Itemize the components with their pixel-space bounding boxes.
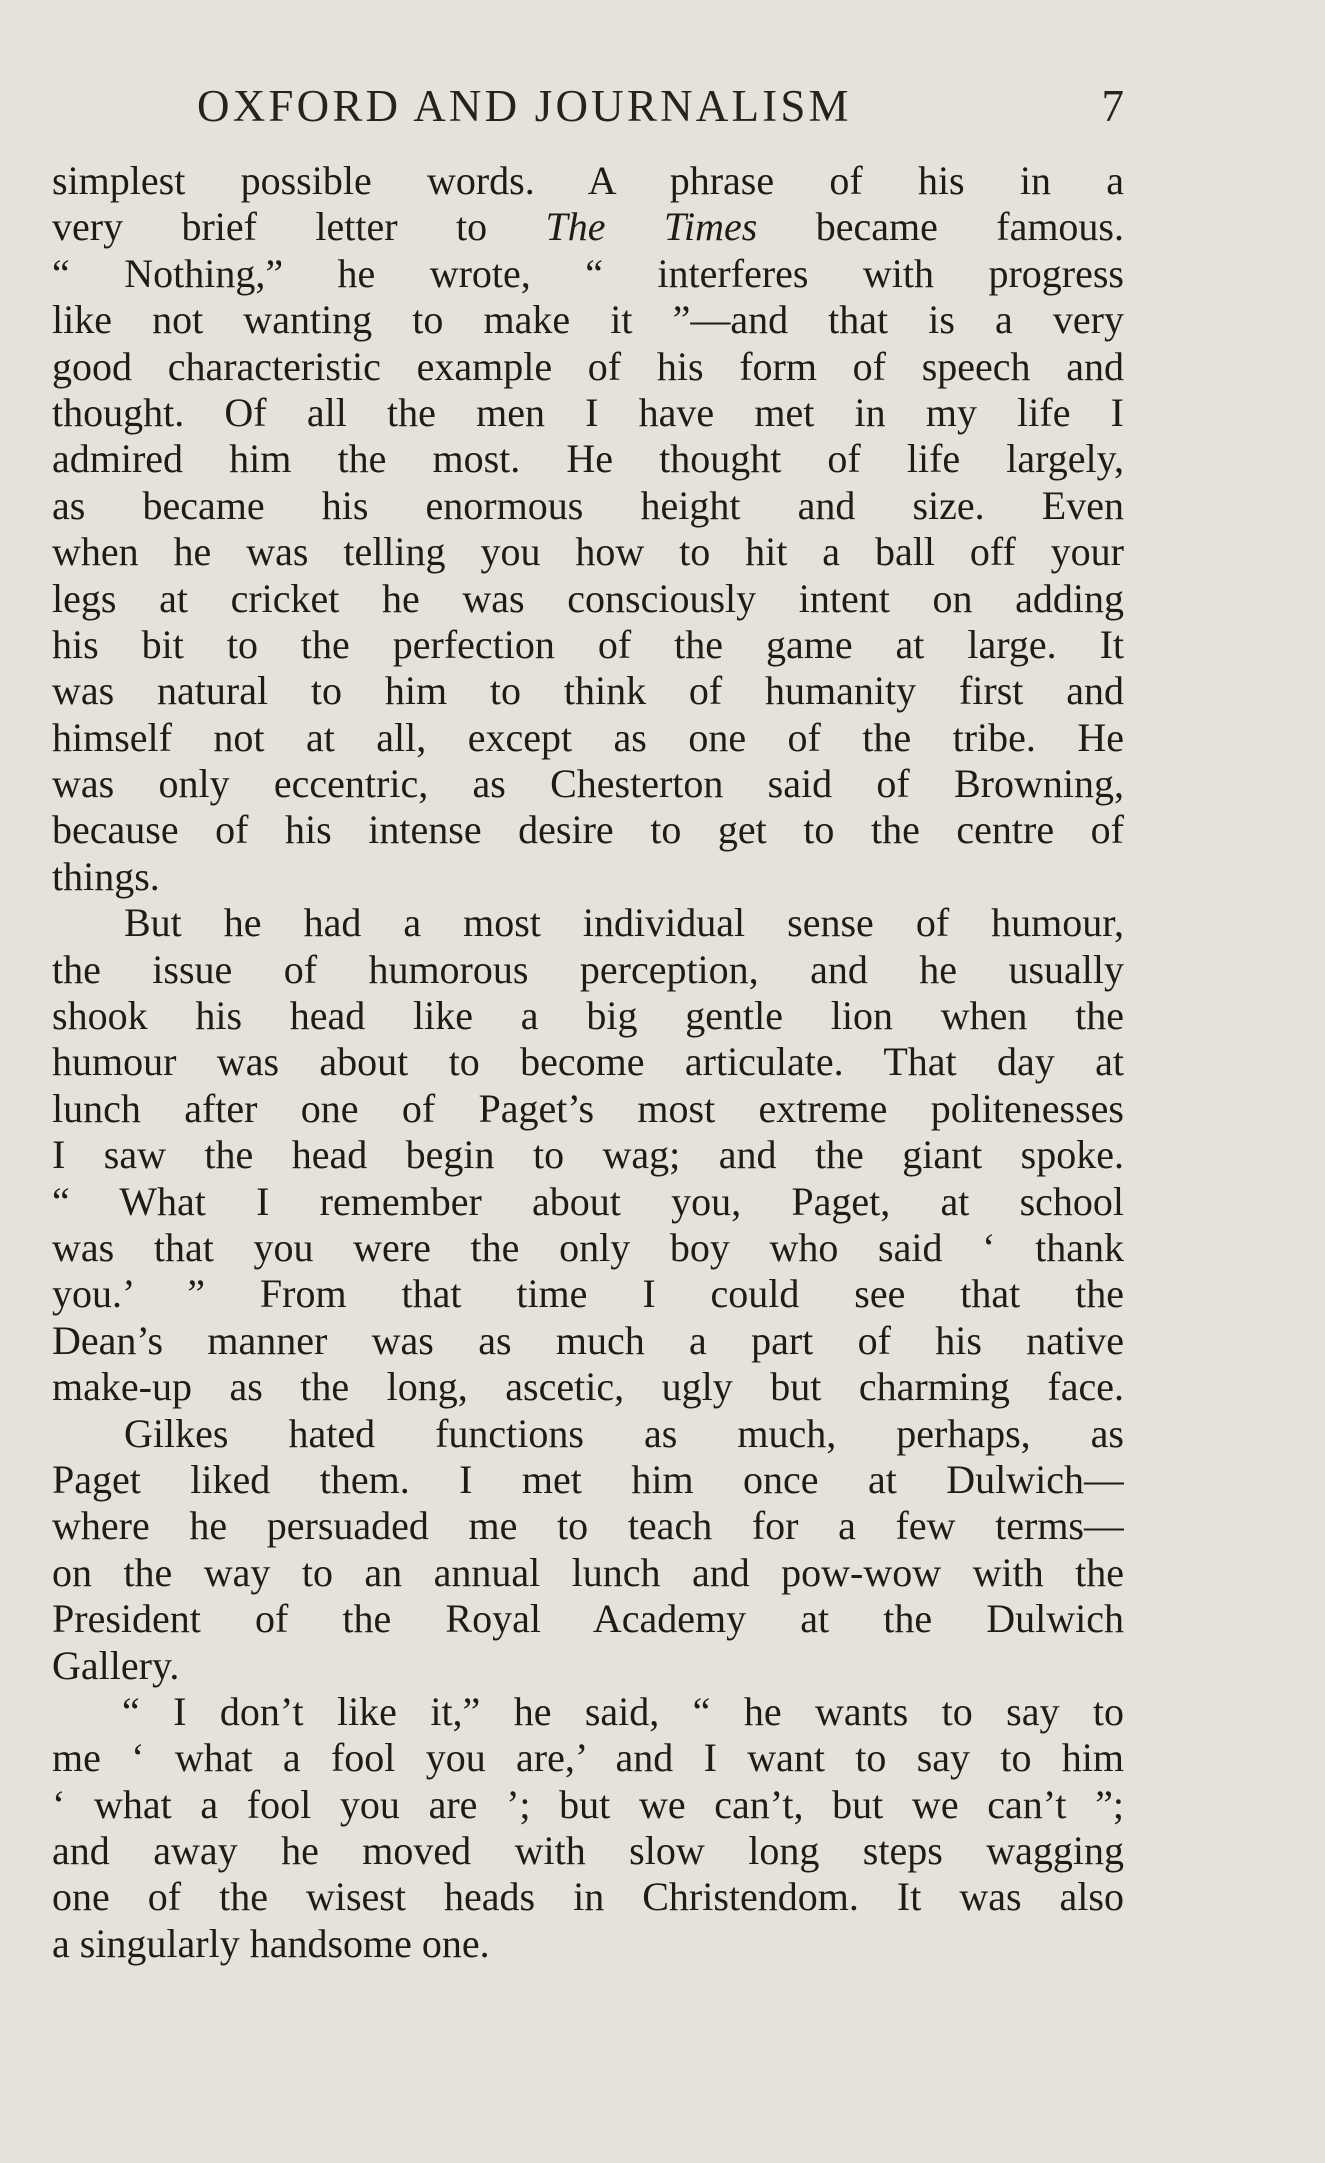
text-line bbox=[52, 204, 1124, 250]
text-line: ‘ what a fool you are ’; but we can’t, but we can’t ”; bbox=[52, 1781, 1124, 1827]
text-line: one of the wisest heads in Christendom. It was also bbox=[52, 1874, 1124, 1920]
italic-title: The Times bbox=[545, 204, 758, 250]
text-line: “ Nothing,” he wrote, “ interferes with progress bbox=[52, 250, 1124, 296]
text-line: I saw the head begin to wag; and the giant spoke. bbox=[52, 1132, 1124, 1178]
text-line: when he was telling you how to hit a ball off your bbox=[52, 529, 1124, 575]
page-number: 7 bbox=[1101, 81, 1124, 131]
text-line: where he persuaded me to teach for a few terms— bbox=[52, 1503, 1124, 1549]
text-line: as became his enormous height and size. Even bbox=[52, 482, 1124, 528]
text-line: “ What I remember about you, Paget, at school bbox=[52, 1178, 1124, 1224]
text-line: lunch after one of Paget’s most extreme politenesses bbox=[52, 1085, 1124, 1131]
text-line: Dean’s manner was as much a part of his native bbox=[52, 1317, 1124, 1363]
text-line: simplest possible words. A phrase of his in a bbox=[52, 158, 1124, 203]
text-line: shook his head like a big gentle lion when the bbox=[52, 993, 1124, 1039]
text-line: me ‘ what a fool you are,’ and I want to say to him bbox=[52, 1735, 1124, 1781]
text-line: himself not at all, except as one of the tribe. He bbox=[52, 714, 1124, 760]
text-line: on the way to an annual lunch and pow-wow with the bbox=[52, 1549, 1124, 1595]
text-segment: very brief letter to bbox=[52, 204, 546, 250]
text-line: things. bbox=[52, 853, 160, 899]
text-line: his bit to the perfection of the game at large. It bbox=[52, 621, 1124, 667]
text-line: you.’ ” From that time I could see that the bbox=[52, 1271, 1124, 1317]
running-head bbox=[52, 78, 1124, 134]
text-line: President of the Royal Academy at the Dulwich bbox=[52, 1596, 1124, 1642]
text-segment: became famous. bbox=[757, 204, 1124, 250]
text-line: and away he moved with slow long steps wagging bbox=[52, 1828, 1124, 1874]
text-line: thought. Of all the men I have met in my life I bbox=[52, 389, 1124, 435]
text-line: a singularly handsome one. bbox=[52, 1920, 490, 1966]
text-line: was natural to him to think of humanity first and bbox=[52, 668, 1124, 714]
body-text bbox=[52, 158, 1124, 1967]
text-line: Gilkes hated functions as much, perhaps, as bbox=[124, 1410, 1124, 1456]
text-line: because of his intense desire to get to the centre of bbox=[52, 807, 1124, 853]
text-line: like not wanting to make it ”—and that is a very bbox=[52, 297, 1124, 343]
running-title: OXFORD AND JOURNALISM bbox=[197, 81, 852, 131]
text-line: “ I don’t like it,” he said, “ he wants to say to bbox=[122, 1688, 1124, 1734]
text-line: was only eccentric, as Chesterton said of Browning, bbox=[52, 761, 1124, 807]
text-line: humour was about to become articulate. That day at bbox=[52, 1039, 1124, 1085]
text-line: admired him the most. He thought of life largely, bbox=[52, 436, 1124, 482]
text-line: the issue of humorous perception, and he usually bbox=[52, 946, 1124, 992]
text-line: But he had a most individual sense of humour, bbox=[124, 900, 1124, 946]
text-line: was that you were the only boy who said ‘ thank bbox=[52, 1224, 1124, 1270]
text-line: legs at cricket he was consciously intent on adding bbox=[52, 575, 1124, 621]
text-line: make-up as the long, ascetic, ugly but charming face. bbox=[52, 1364, 1124, 1410]
text-line: Paget liked them. I met him once at Dulwich— bbox=[52, 1456, 1124, 1502]
text-line: good characteristic example of his form of speech and bbox=[52, 343, 1124, 389]
text-line: Gallery. bbox=[52, 1642, 180, 1688]
